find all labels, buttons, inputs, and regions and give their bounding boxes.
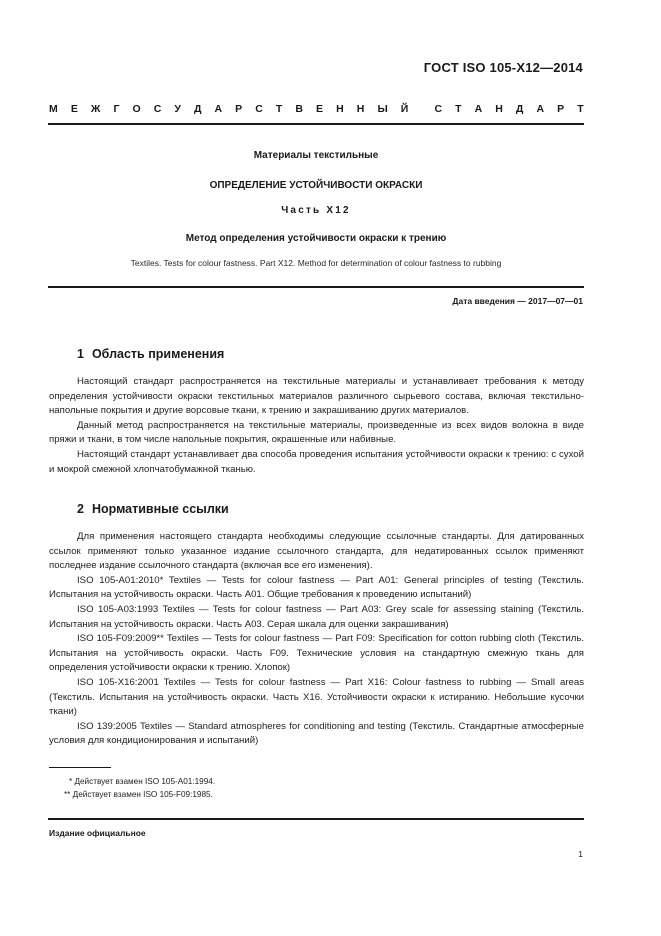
- heading-letter: Е: [316, 103, 324, 115]
- introduction-date: Дата введения — 2017—07—01: [452, 296, 583, 306]
- reference-entry: ISO 139:2005 Textiles — Standard atmospheres for conditioning and testing (Текстиль. Стандартные атмосферные условия для кондиционирования и испытаний): [49, 720, 584, 747]
- heading-letter: Д: [515, 103, 524, 115]
- section-title: Нормативные ссылки: [91, 502, 229, 516]
- part-title: Часть X12: [281, 205, 351, 216]
- heading-letter: В: [295, 103, 303, 115]
- english-title: Textiles. Tests for colour fastness. Part X12. Method for determination of colour fastness to rubbing: [130, 258, 502, 268]
- section-number: 1: [77, 347, 84, 361]
- footnote-divider: [49, 767, 111, 768]
- heading-letter: Й: [400, 103, 409, 115]
- section-body: [49, 530, 584, 749]
- reference-entry: ISO 105-A03:1993 Textiles — Tests for colour fastness — Part A03: Grey scale for assessing staining (Текстиль. Испытания на устойчивость окраски. Часть A03. Серая шкала для оценки закрашивания): [49, 603, 584, 630]
- section-title: Область применения: [91, 347, 225, 361]
- reference-entry: ISO 105-F09:2009** Textiles — Tests for colour fastness — Part F09: Specification for cotton rubbing cloth (Текстиль. Испытания на устойчивость окраски. Часть F09. Технические условия на стандартную смежную ткань для определения устойчивости окраски к трению. Хлопок): [49, 633, 584, 674]
- interstate-standard-heading: [49, 103, 584, 115]
- heading-letter: Е: [70, 103, 78, 115]
- heading-letter: Г: [113, 103, 120, 115]
- heading-letter: Д: [193, 103, 202, 115]
- section-body: [49, 375, 584, 477]
- section-number: 2: [77, 502, 84, 516]
- heading-letter: С: [434, 103, 443, 115]
- heading-letter: Н: [336, 103, 344, 115]
- heading-letter: Т: [455, 103, 462, 115]
- heading-letter: Н: [495, 103, 503, 115]
- page-number: 1: [578, 849, 583, 859]
- heading-letter: С: [255, 103, 263, 115]
- heading-letter: Н: [356, 103, 365, 115]
- heading-letter: Т: [577, 103, 584, 115]
- section-heading: [77, 347, 224, 361]
- heading-letter: У: [174, 103, 181, 115]
- title-divider: [48, 286, 584, 288]
- reference-entry: ISO 105-A01:2010* Textiles — Tests for colour fastness — Part A01: General principles of testing (Текстиль. Испытания на устойчивость окраски. Часть A01. Общие требования к проведению испытаний): [49, 574, 584, 601]
- heading-letter: А: [474, 103, 483, 115]
- heading-letter: О: [132, 103, 141, 115]
- heading-letter: Ж: [90, 103, 101, 115]
- heading-letter: Р: [235, 103, 243, 115]
- heading-letter: С: [153, 103, 162, 115]
- standard-code: ГОСТ ISO 105-X12—2014: [423, 60, 583, 75]
- section-heading: [77, 502, 229, 516]
- heading-letter: Т: [275, 103, 283, 115]
- paragraph: Для применения настоящего стандарта необходимы следующие ссылочные стандарты. Для датированных ссылок применяют только указанное издание ссылочного стандарта, для недатированных ссылок применяют последнее издание ссылочного стандарта (включая все его изменения).: [49, 531, 584, 572]
- heading-letter: А: [536, 103, 545, 115]
- heading-letter: Р: [557, 103, 565, 115]
- bottom-divider: [48, 818, 584, 820]
- footnotes: [64, 775, 215, 801]
- category-title: Материалы текстильные: [253, 150, 379, 161]
- method-title: Метод определения устойчивости окраски к трению: [185, 233, 447, 244]
- heading-letter: Ы: [377, 103, 388, 115]
- reference-entry: ISO 105-X16:2001 Textiles — Tests for colour fastness — Part X16: Colour fastness to rubbing — Small areas (Текстиль. Испытания на устойчивость окраски. Часть X16. Устойчивости окраски к истиранию. Небольшие кусочки ткани): [49, 676, 584, 718]
- footnote: ** Действует взамен ISO 105-F09:1985.: [64, 790, 213, 799]
- heading-letter: А: [214, 103, 223, 115]
- top-divider: [48, 123, 584, 125]
- footnote: * Действует взамен ISO 105-A01:1994.: [69, 777, 216, 786]
- edition-label: Издание официальное: [49, 828, 146, 838]
- paragraph: Данный метод распространяется на текстильные материалы, произведенные из всех видов волокна в виде пряжи и ткани, в том числе напольные покрытия, окрашенные или набивные.: [49, 419, 584, 446]
- main-title: ОПРЕДЕЛЕНИЕ УСТОЙЧИВОСТИ ОКРАСКИ: [209, 180, 423, 191]
- heading-letter: М: [49, 103, 58, 115]
- paragraph: Настоящий стандарт устанавливает два способа проведения испытания устойчивости окраски к трению: с сухой и мокрой смежной хлопчатобумажной тканью.: [49, 448, 584, 475]
- paragraph: Настоящий стандарт распространяется на текстильные материалы и устанавливает требования к методу определения устойчивости окраски текстильных материалов различного сырьевого состава, включая текстильно-напольные покрытия и другие ворсовые ткани, к трению и закрашиванию других материалов.: [49, 376, 584, 417]
